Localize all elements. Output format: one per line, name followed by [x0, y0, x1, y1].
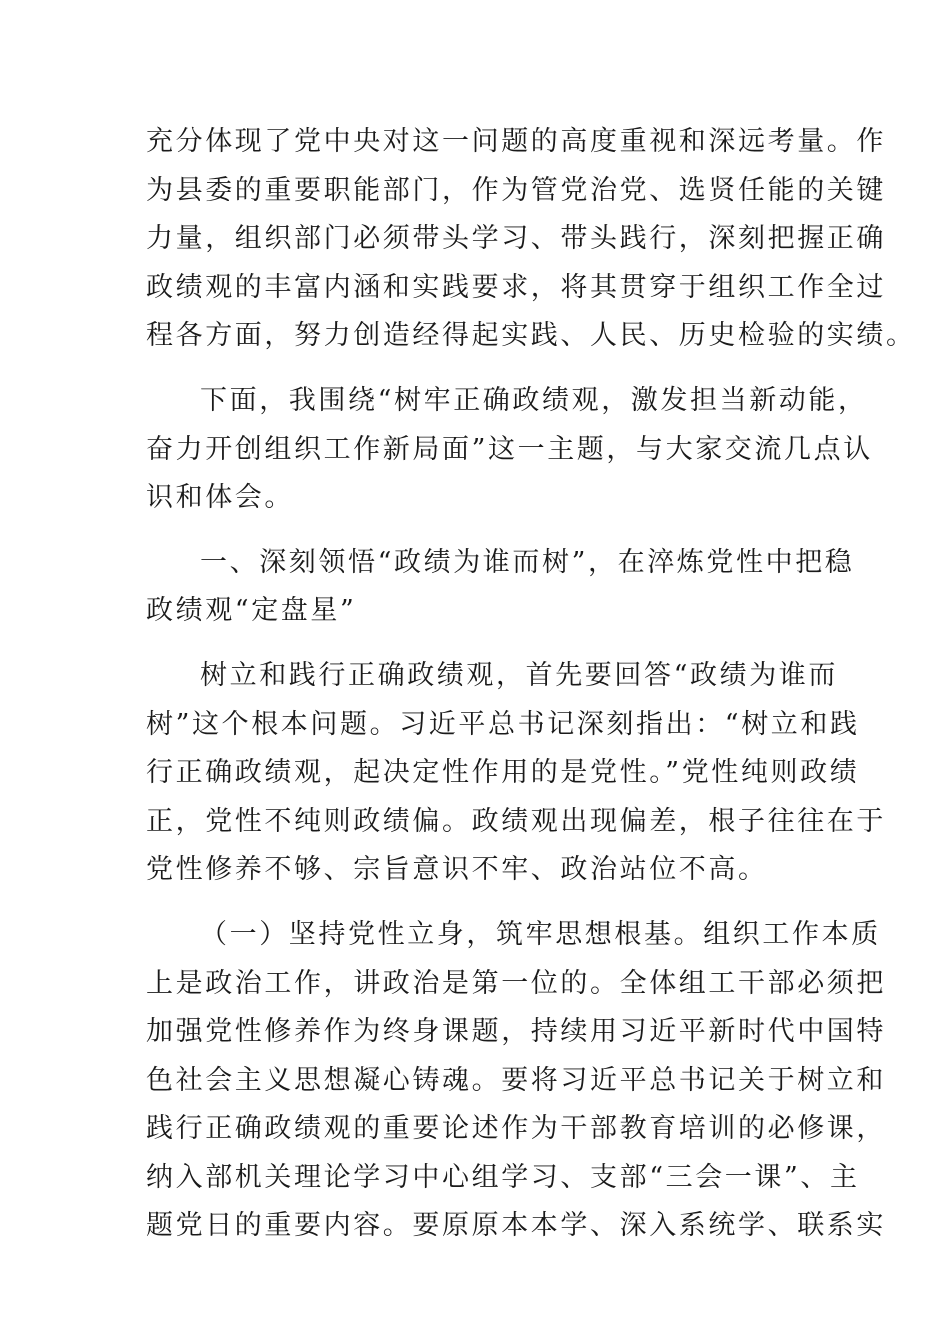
paragraph-topic: [146, 377, 873, 523]
text-line: 践行正确政绩观的重要论述作为干部教育培训的必修课，: [146, 1113, 886, 1145]
text-line: 正，党性不纯则政绩偏。政绩观出现偏差，根子往往在于: [146, 805, 886, 837]
text-line: 下面，我围绕“树牢正确政绩观，激发担当新动能，: [200, 384, 868, 416]
text-line: 树立和践行正确政绩观，首先要回答“政绩为谁而: [200, 659, 839, 691]
text-line: 色社会主义思想凝心铸魂。要将习近平总书记关于树立和: [146, 1064, 886, 1096]
heading-line: 政绩观“定盘星”: [146, 595, 357, 627]
text-line: 题党日的重要内容。要原原本本学、深入系统学、联系实: [146, 1210, 886, 1242]
text-line: （一）坚持党性立身，筑牢思想根基。组织工作本质: [200, 918, 881, 950]
heading-line: 一、深刻领悟“政绩为谁而树”，在淬炼党性中把稳: [200, 546, 855, 578]
text-line: 行正确政绩观，起决定性作用的是党性。”党性纯则政绩: [146, 757, 860, 789]
text-line: 树”这个根本问题。习近平总书记深刻指出：“树立和践: [146, 708, 860, 740]
text-line: 政绩观的丰富内涵和实践要求，将其贯穿于组织工作全过: [146, 271, 886, 303]
text-line: 党性修养不够、宗旨意识不牢、政治站位不高。: [146, 854, 768, 886]
text-line: 奋力开创组织工作新局面”这一主题，与大家交流几点认: [146, 433, 873, 465]
text-line: 程各方面，努力创造经得起实践、人民、历史检验的实绩。: [146, 320, 916, 352]
paragraph-intro-continuation: [146, 118, 916, 361]
text-line: 纳入部机关理论学习中心组学习、支部“三会一课”、主: [146, 1161, 860, 1193]
document-body: [146, 118, 916, 1251]
text-line: 为县委的重要职能部门，作为管党治党、选贤任能的关键: [146, 174, 886, 206]
text-line: 力量，组织部门必须带头学习、带头践行，深刻把握正确: [146, 223, 886, 255]
text-line: 加强党性修养作为终身课题，持续用习近平新时代中国特: [146, 1016, 886, 1048]
text-line: 充分体现了党中央对这一问题的高度重视和深远考量。作: [146, 126, 886, 157]
paragraph-party-spirit: [146, 652, 886, 895]
paragraph-subsection-1: [146, 911, 886, 1251]
text-line: 识和体会。: [146, 482, 294, 514]
section-heading-1: [146, 539, 855, 636]
text-line: 上是政治工作，讲政治是第一位的。全体组工干部必须把: [146, 967, 886, 999]
